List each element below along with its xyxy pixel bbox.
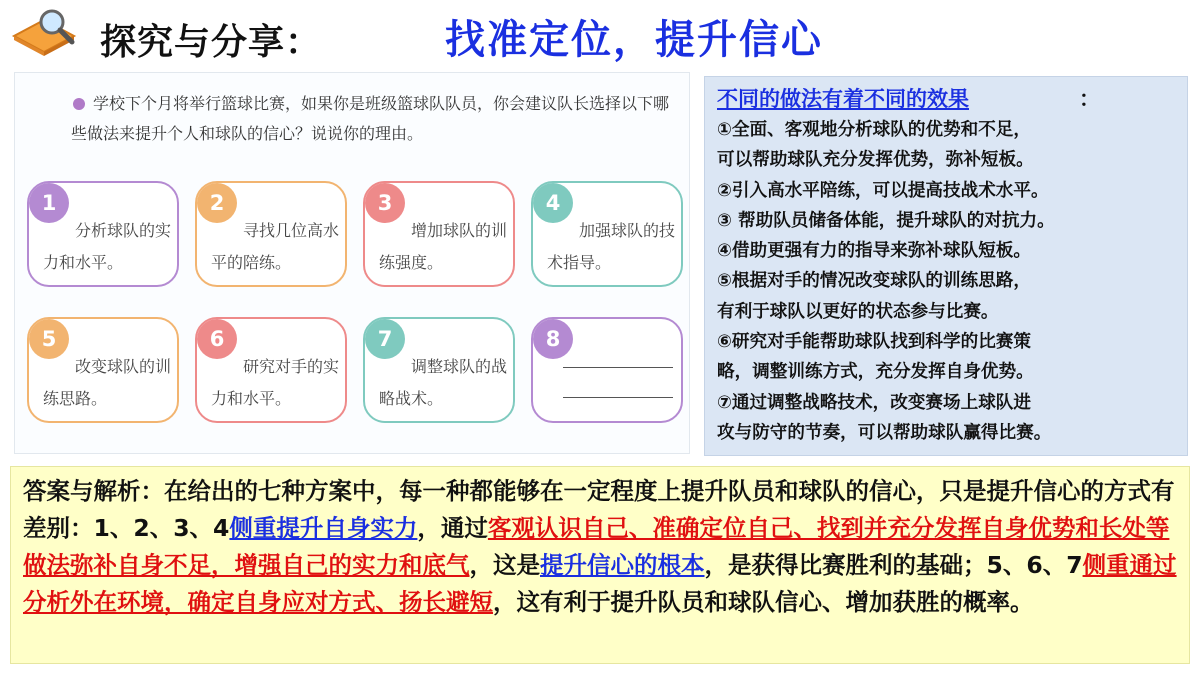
effects-line: ⑦通过调整战略技术，改变赛场上球队进 <box>717 392 1031 413</box>
option-card-6 <box>195 317 347 423</box>
option-text: 寻找几位高水平的陪练。 <box>211 221 340 272</box>
option-card-4 <box>531 181 683 287</box>
effects-title-colon: ： <box>1079 87 1100 111</box>
effects-line: 略，调整训练方式，充分发挥自身优势。 <box>717 362 1034 383</box>
option-number: 8 <box>533 319 573 359</box>
answer-text <box>23 473 1183 621</box>
blank-line <box>563 367 673 368</box>
option-card-8 <box>531 317 683 423</box>
answer-highlight-blue: 提升信心的根本 <box>540 551 705 579</box>
option-card-3 <box>363 181 515 287</box>
section-label: 探究与分享： <box>100 22 323 63</box>
answer-segment: ，这有利于提升队员和球队信心、增加获胜的概率。 <box>493 588 1034 616</box>
effects-line: ②引入高水平陪练，可以提高技战术水平。 <box>717 180 1049 201</box>
effects-line: 有利于球队以更好的状态参与比赛。 <box>717 301 999 322</box>
option-card-2 <box>195 181 347 287</box>
answer-segment: ，这是 <box>469 551 540 579</box>
textbook-excerpt <box>14 72 690 454</box>
option-number: 2 <box>197 183 237 223</box>
answer-highlight-red: 侧重通过分析外在环境，确定自身应对方式、扬长避短 <box>23 551 1177 616</box>
effects-line: ①全面、客观地分析球队的优势和不足， <box>717 120 1031 140</box>
option-text: 增加球队的训练强度。 <box>379 221 508 272</box>
option-number: 5 <box>29 319 69 359</box>
blank-line <box>563 397 673 398</box>
answer-panel <box>10 466 1190 664</box>
effects-line: ⑥研究对手能帮助球队找到科学的比赛策 <box>717 332 1031 353</box>
option-text: 研究对手的实力和水平。 <box>211 357 340 408</box>
option-card-5 <box>27 317 179 423</box>
effects-title: 不同的做法有着不同的效果 <box>717 87 969 111</box>
question-prompt: 学校下个月将举行篮球比赛，如果你是班级篮球队队员，你会建议队长选择以下哪些做法来提升个人和球队的信心？说说你的理由。 <box>71 94 670 143</box>
effects-line: ③ 帮助队员储备体能，提升球队的对抗力。 <box>717 210 1055 231</box>
effects-panel <box>704 76 1188 456</box>
option-number: 4 <box>533 183 573 223</box>
answer-segment: ，是获得比赛胜利的基础；5、6、7 <box>704 551 1083 579</box>
option-number: 7 <box>365 319 405 359</box>
option-card-7 <box>363 317 515 423</box>
option-card-1 <box>27 181 179 287</box>
page-title: 找准定位，提升信心 <box>445 17 823 63</box>
option-text: 加强球队的技术指导。 <box>547 221 676 272</box>
option-number: 3 <box>365 183 405 223</box>
answer-segment: ，通过 <box>417 514 488 542</box>
effects-line: ⑤根据对手的情况改变球队的训练思路， <box>717 271 1031 292</box>
answer-highlight-red: 客观认识自己、准确定位自己、找到并充分发挥自身优势和长处等做法弥补自身不足，增强自己的实力和底气 <box>23 514 1170 579</box>
option-number: 1 <box>29 183 69 223</box>
magnifier-book-icon <box>10 6 80 58</box>
effects-line: 可以帮助球队充分发挥优势，弥补短板。 <box>717 150 1034 171</box>
option-text: 分析球队的实力和水平。 <box>43 221 172 272</box>
effects-line: ④借助更强有力的指导来弥补球队短板。 <box>717 241 1031 262</box>
answer-highlight-blue: 侧重提升自身实力 <box>229 514 418 542</box>
effects-list <box>717 115 1187 448</box>
option-text: 调整球队的战略战术。 <box>379 357 508 408</box>
option-text: 改变球队的训练思路。 <box>43 357 172 408</box>
option-number: 6 <box>197 319 237 359</box>
answer-segment: 答案与解析：在给出的七种方案中，每一种都能够在一定程度上提升队员和球队的信心，只是提升信心的方式有差别：1、2、3、4 <box>23 477 1175 542</box>
effects-line: 攻与防守的节奏，可以帮助球队赢得比赛。 <box>717 422 1052 443</box>
